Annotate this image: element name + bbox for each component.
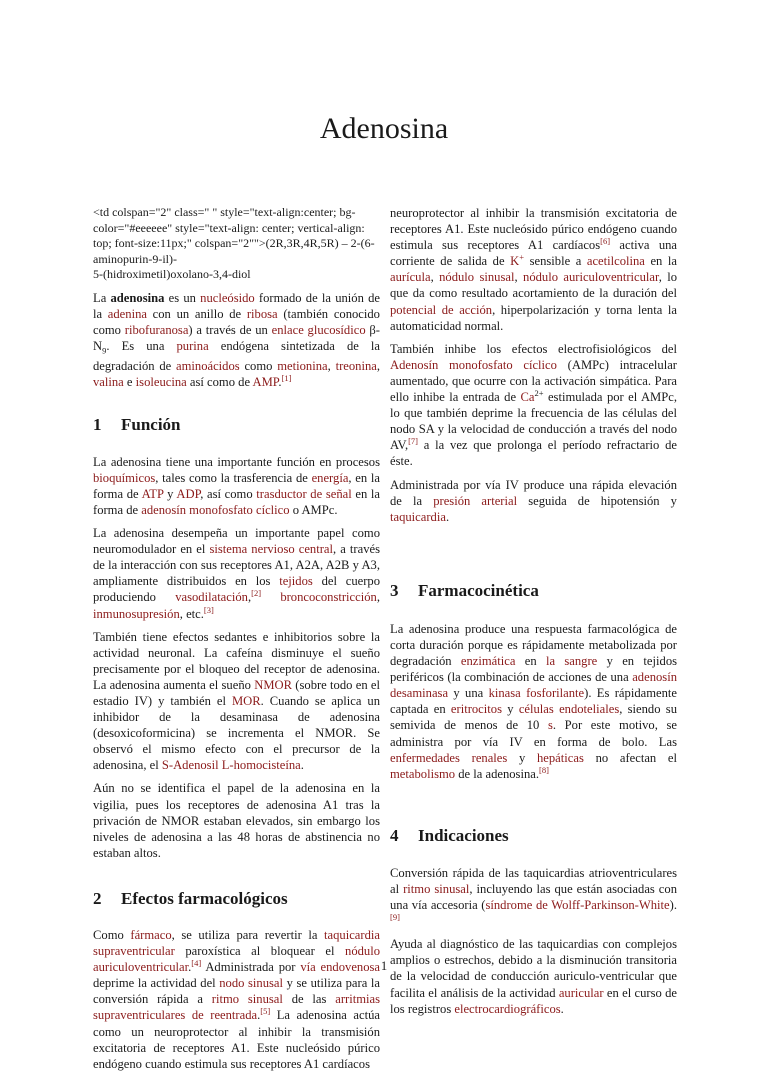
link-enzimatica[interactable]: enzimática bbox=[460, 654, 516, 669]
page-title: Adenosina bbox=[319, 112, 449, 145]
citation-link[interactable]: [7] bbox=[408, 436, 419, 447]
link-broncoconstriccion[interactable]: broncoconstricción bbox=[280, 590, 377, 605]
link-calcio[interactable]: Ca bbox=[520, 390, 535, 405]
raw-markup-text: <td colspan="2" class=" " style="text-align:center; bg-color="#eeeeee" style="text-align: center; vertical-align: top; font-size:11px;" colspan="2"">(2R,3R,4R,5R) – 2-(6-aminopurin-9-il)- bbox=[93, 205, 375, 266]
link-enlace-glucosidico[interactable]: enlace glucosídico bbox=[271, 322, 366, 337]
text: y bbox=[507, 750, 537, 765]
link-inmunosupresion[interactable]: inmunosupresión bbox=[93, 606, 180, 621]
text: con un anillo de bbox=[146, 306, 247, 321]
link-nucleosido[interactable]: nucleósido bbox=[200, 290, 255, 305]
link-isoleucina[interactable]: isoleucina bbox=[135, 375, 187, 390]
text: Ayuda al diagnóstico de las taquicardias con complejos amplios o estrechos, debido a la disminución transitoria de la velocidad de conducción auriculo-ventricular que facilita el análisis de la actividad bbox=[390, 937, 677, 1000]
text: , bbox=[327, 359, 336, 374]
link-taquicardia-supraventricular[interactable]: taquicardia supraventricular bbox=[93, 928, 380, 959]
funcion-paragraph-1 bbox=[93, 454, 380, 518]
text: y una bbox=[448, 686, 489, 701]
link-auricula[interactable]: aurícula bbox=[390, 270, 431, 285]
text: (también conocido como bbox=[93, 306, 380, 337]
link-presion-arterial[interactable]: presión arterial bbox=[433, 493, 518, 508]
link-wolff-parkinson-white[interactable]: síndrome de Wolff-Parkinson-White bbox=[485, 898, 670, 913]
link-adp[interactable]: ADP bbox=[176, 486, 201, 501]
funcion-paragraph-4 bbox=[93, 780, 380, 860]
text: . Por este motivo, se administra por vía IV en forma de bolo. Las bbox=[390, 718, 677, 749]
text: y en tejidos periféricos (la combinación de acciones de una bbox=[390, 654, 678, 685]
text: seguida de hipotensión y bbox=[517, 493, 677, 508]
link-hepaticas[interactable]: hepáticas bbox=[537, 750, 584, 765]
text: , así como bbox=[200, 486, 257, 501]
text: . bbox=[257, 1008, 261, 1023]
text: , incluyendo las que están asociadas con una vía accesoria ( bbox=[390, 882, 677, 913]
indicaciones-paragraph-2 bbox=[390, 936, 677, 1016]
text: como bbox=[239, 359, 278, 374]
link-kinasa-fosforilante[interactable]: kinasa fosforilante bbox=[488, 686, 585, 701]
link-nodulo-sinusal[interactable]: nódulo sinusal bbox=[439, 270, 515, 285]
link-arritmias-supraventriculares[interactable]: arritmias supraventriculares de reentrada bbox=[93, 992, 380, 1023]
infobox-raw-markup bbox=[93, 205, 380, 267]
link-ritmo-sinusal[interactable]: ritmo sinusal bbox=[211, 992, 283, 1007]
link-taquicardia[interactable]: taquicardia bbox=[390, 509, 446, 524]
efectos-paragraph-1 bbox=[93, 927, 380, 1072]
farmacocinetica-paragraph-1 bbox=[390, 621, 677, 782]
link-ritmo-sinusal[interactable]: ritmo sinusal bbox=[403, 882, 470, 896]
text: β-N bbox=[93, 322, 380, 353]
citation-link[interactable]: [9] bbox=[390, 912, 400, 922]
section-title: Farmacocinética bbox=[418, 580, 539, 600]
text: , hiperpolarización y torna lenta la automaticidad normal. bbox=[390, 302, 677, 333]
citation-link[interactable]: [1] bbox=[281, 373, 292, 384]
link-trasductor-de-senal[interactable]: trasductor de señal bbox=[256, 486, 352, 501]
indicaciones-paragraph-1 bbox=[390, 865, 677, 929]
text: También tiene efectos sedantes e inhibitorios sobre la actividad neuronal. La cafeína disminuye el sueño precisamente por el bloqueo del receptor de adenosina. La adenosina aumenta el sueño bbox=[93, 629, 380, 692]
section-number: 3 bbox=[390, 580, 399, 600]
link-energia[interactable]: energía bbox=[311, 470, 349, 485]
section-heading-funcion bbox=[93, 414, 380, 434]
link-metionina[interactable]: metionina bbox=[277, 359, 328, 374]
text: . bbox=[560, 1001, 564, 1016]
text: Aún no se identifica el papel de la adenosina en la vigilia, pues los receptores de adenosina A1 tras la privación de NMOR estaban elevados, sin embargo los niveles de adenosina a las 48 horas de abstinencia no estaban altos. bbox=[93, 781, 380, 860]
section-heading-indicaciones bbox=[390, 825, 677, 845]
link-segundo[interactable]: s bbox=[547, 718, 553, 733]
text: estimulada por el AMPc, lo que también deprime la frecuencia de las células del nodo SA y la velocidad de conducción a través del nodo AV, bbox=[390, 390, 677, 453]
link-sistema-nervioso-central[interactable]: sistema nervioso central bbox=[209, 542, 334, 557]
link-nodo-sinusal[interactable]: nodo sinusal bbox=[219, 976, 284, 991]
text: La bbox=[93, 290, 111, 305]
section-number: 2 bbox=[93, 888, 102, 908]
text: , se utiliza para revertir la bbox=[171, 928, 325, 943]
link-auricular[interactable]: auricular bbox=[558, 985, 604, 1000]
link-acetilcolina[interactable]: acetilcolina bbox=[586, 254, 645, 269]
efectos-paragraph-2 bbox=[390, 341, 677, 470]
text: . bbox=[188, 960, 192, 975]
link-adenosin-desaminasa[interactable]: adenosín desaminasa bbox=[390, 670, 677, 701]
intro-paragraph bbox=[93, 290, 380, 391]
text: , siendo su semivida de menos de 10 bbox=[390, 702, 678, 733]
citation-link[interactable]: [6] bbox=[600, 236, 611, 246]
text: en la forma de bbox=[93, 486, 380, 517]
text: de las bbox=[282, 992, 336, 1007]
text: Administrada por bbox=[201, 960, 301, 975]
link-metabolismo[interactable]: metabolismo bbox=[390, 766, 456, 781]
link-tejidos[interactable]: tejidos bbox=[279, 574, 313, 589]
text: ). bbox=[669, 898, 677, 913]
link-potasio[interactable]: K bbox=[510, 254, 520, 269]
text: no afectan el bbox=[583, 750, 677, 765]
citation-link[interactable]: [5] bbox=[260, 1006, 271, 1017]
text: La adenosina actúa como un neuroprotector al inhibir la transmisión excitatoria de receptores A1. Este nucleósido púrico endógeno cuando estimula sus receptores A1 cardíacos bbox=[93, 1008, 380, 1071]
infobox-iupac-tail bbox=[93, 267, 380, 283]
section-title: Indicaciones bbox=[418, 825, 509, 845]
link-ribofuranosa[interactable]: ribofuranosa bbox=[124, 322, 189, 337]
link-nmor[interactable]: NMOR bbox=[254, 677, 293, 692]
link-eritrocitos[interactable]: eritrocitos bbox=[450, 702, 502, 717]
bold-term: adenosina bbox=[110, 290, 165, 305]
text: , bbox=[376, 359, 380, 374]
link-treonina[interactable]: treonina bbox=[335, 359, 377, 374]
text: ) a través de un bbox=[188, 322, 272, 337]
text: , tales como la trasferencia de bbox=[155, 470, 312, 485]
text: es un bbox=[164, 290, 201, 305]
section-heading-efectos bbox=[93, 888, 380, 908]
left-column bbox=[93, 205, 380, 1079]
link-atp[interactable]: ATP bbox=[141, 486, 164, 501]
link-adenosin-monofosfato-ciclico[interactable]: Adenosín monofosfato cíclico bbox=[390, 357, 557, 372]
text: y bbox=[163, 486, 177, 501]
text: ). Es rápidamente captada en bbox=[390, 686, 677, 717]
text: de la adenosina. bbox=[455, 766, 539, 781]
link-la-sangre[interactable]: la sangre bbox=[545, 654, 598, 669]
text: en bbox=[515, 654, 546, 669]
text: y se utiliza para la conversión rápida a bbox=[93, 976, 380, 1007]
text: . Cuando se aplica un inhibidor de la desaminasa de adenosina (desoxicoformicina) se incrementa el NMOR. Se observó el mismo efecto con el precursor de la adenosina, el bbox=[93, 693, 380, 773]
text: del cuerpo produciendo bbox=[93, 574, 380, 605]
section-heading-farmacocinetica bbox=[390, 580, 677, 600]
superscript: + bbox=[519, 252, 525, 263]
link-bioquimicos[interactable]: bioquímicos bbox=[93, 470, 156, 485]
text: También inhibe los efectos electrofisiológicos del bbox=[390, 341, 677, 356]
text: sensible a bbox=[524, 254, 587, 269]
text: e bbox=[123, 375, 136, 390]
link-electrocardiograficos[interactable]: electrocardiográficos bbox=[454, 1001, 561, 1016]
text: paroxística al bloquear el bbox=[174, 944, 346, 959]
text: Administrada por vía IV produce una rápida elevación de la bbox=[390, 477, 677, 508]
link-enfermedades-renales[interactable]: enfermedades renales bbox=[390, 750, 508, 765]
text: neuroprotector al inhibir la transmisión excitatoria de receptores A1. Este nucleósido púrico endógeno cuando estimula sus receptores A1 cardíacos bbox=[390, 206, 677, 253]
text: (AMPc) intracelular aumentado, que ocurre con la activación simpática. Para ello inhibe la entrada de bbox=[390, 357, 677, 405]
text: . Es una bbox=[106, 338, 177, 353]
efectos-paragraph-1-continued bbox=[390, 205, 677, 334]
link-nodulo-auriculoventricular[interactable]: nódulo auriculoventricular bbox=[523, 270, 659, 285]
text: , bbox=[376, 590, 380, 605]
text: Conversión rápida de las taquicardias atrioventriculares al bbox=[390, 865, 677, 896]
right-column bbox=[390, 205, 677, 1024]
page-number: 1 bbox=[380, 959, 388, 973]
text: Como bbox=[93, 928, 131, 943]
text: y bbox=[501, 702, 519, 717]
link-adenina[interactable]: adenina bbox=[107, 306, 147, 321]
efectos-paragraph-3 bbox=[390, 477, 677, 525]
text: La adenosina desempeña un importante papel como neuromodulador en el bbox=[93, 526, 380, 557]
link-potencial-de-accion[interactable]: potencial de acción bbox=[390, 302, 493, 317]
link-via-endovenosa[interactable]: vía endovenosa bbox=[300, 960, 380, 975]
text: , bbox=[514, 270, 524, 285]
link-s-adenosil-l-homocisteina[interactable]: S-Adenosil L-homocisteína bbox=[161, 758, 301, 773]
text: formado de la unión de la bbox=[93, 290, 380, 321]
text: , en la forma de bbox=[93, 470, 380, 501]
text: , a través de la interacción con sus receptores A1, A2A, A2B y A3, ampliamente distribuidos en los bbox=[93, 542, 380, 589]
link-amp[interactable]: AMP bbox=[252, 375, 279, 390]
link-valina[interactable]: valina bbox=[93, 375, 124, 390]
text: (sobre todo en el estadio IV) y también el bbox=[93, 677, 381, 708]
text: a la vez que prolonga el período refractario de éste. bbox=[390, 438, 677, 469]
section-number: 4 bbox=[390, 825, 399, 845]
link-ribosa[interactable]: ribosa bbox=[246, 306, 278, 321]
text: activa una corriente de salida de bbox=[390, 238, 677, 269]
text: en el curso de los registros bbox=[390, 985, 677, 1016]
funcion-paragraph-3 bbox=[93, 629, 380, 774]
section-title: Efectos farmacológicos bbox=[121, 888, 288, 908]
citation-link[interactable]: [2] bbox=[251, 588, 262, 599]
text: , bbox=[247, 590, 252, 605]
link-ampc[interactable]: adenosín monofosfato cíclico bbox=[141, 502, 290, 517]
raw-markup-text: 5-(hidroximetil)oxolano-3,4-diol bbox=[93, 267, 251, 281]
subscript: 9 bbox=[102, 345, 107, 356]
text: endógena sintetizada de la degradación de bbox=[93, 338, 381, 374]
text: La adenosina tiene una importante función en procesos bbox=[93, 454, 380, 469]
link-purina[interactable]: purina bbox=[176, 338, 209, 353]
text: La adenosina produce una respuesta farmacológica de corta duración porque es rápidamente metabolizada por degradación bbox=[390, 621, 677, 669]
citation-link[interactable]: [8] bbox=[539, 764, 549, 775]
text: en la bbox=[644, 254, 677, 269]
text: deprime la actividad del bbox=[93, 976, 220, 991]
link-farmaco[interactable]: fármaco bbox=[130, 928, 172, 943]
text: o AMPc. bbox=[289, 502, 338, 517]
funcion-paragraph-2 bbox=[93, 525, 380, 622]
superscript: 2+ bbox=[534, 387, 544, 398]
link-mor[interactable]: MOR bbox=[231, 693, 261, 708]
text: , etc. bbox=[179, 606, 204, 621]
section-title: Función bbox=[121, 414, 181, 434]
text: , lo que da como resultado acortamiento de la duración del bbox=[390, 270, 678, 301]
link-celulas-endoteliales[interactable]: células endoteliales bbox=[518, 702, 620, 717]
text: . bbox=[445, 509, 450, 524]
section-number: 1 bbox=[93, 414, 102, 434]
text: , bbox=[430, 270, 440, 285]
text: . bbox=[300, 758, 304, 773]
text: así como de bbox=[186, 375, 253, 390]
text bbox=[261, 590, 280, 604]
link-vasodilatacion[interactable]: vasodilatación bbox=[175, 590, 248, 605]
link-aminoacidos[interactable]: aminoácidos bbox=[176, 359, 240, 374]
link-nodulo-auriculoventricular[interactable]: nódulo auriculoventricular bbox=[93, 944, 380, 975]
citation-link[interactable]: [3] bbox=[203, 604, 214, 615]
citation-link[interactable]: [4] bbox=[191, 958, 202, 969]
text: . bbox=[278, 375, 282, 390]
